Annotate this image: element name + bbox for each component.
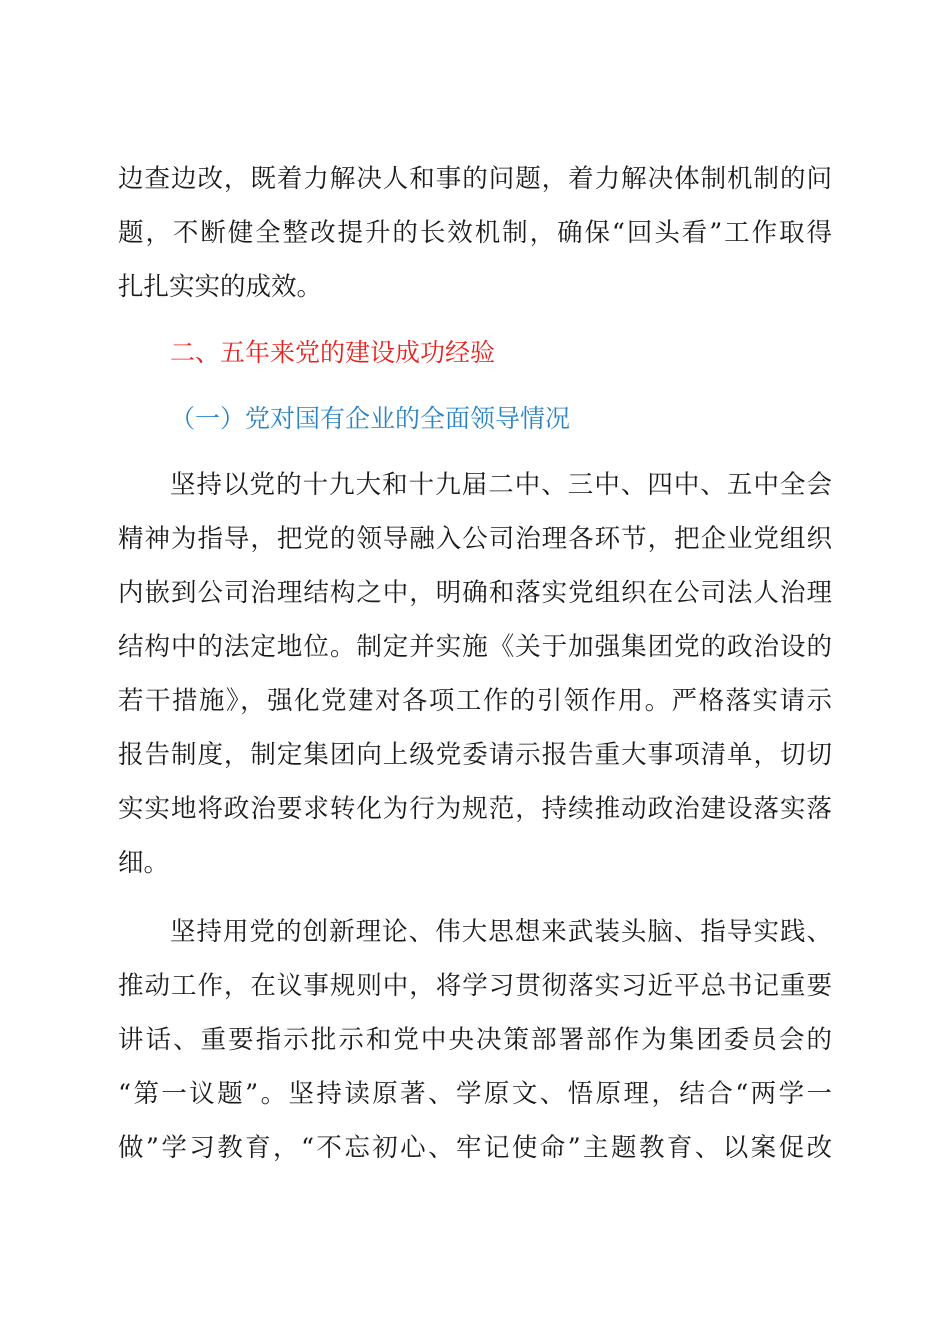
text-line: 讲话、重要指示批示和党中央决策部署部作为集团委员会的 <box>118 1025 832 1055</box>
text-line: 坚持用党的创新理论、伟大思想来武装头脑、指导实践、 <box>170 917 832 947</box>
text-line: 题，不断健全整改提升的长效机制，确保“回头看”工作取得 <box>118 218 832 248</box>
text-line: 实实地将政治要求转化为行为规范，持续推动政治建设落实落 <box>118 794 832 824</box>
paragraph-spacer <box>118 890 832 905</box>
text-line: 若干措施》，强化党建对各项工作的引领作用。严格落实请示 <box>118 686 832 716</box>
text-line: 结构中的法定地位。制定并实施《关于加强集团党的政治设的 <box>118 632 832 662</box>
intro-paragraph <box>118 152 832 314</box>
text-line: 边查边改，既着力解决人和事的问题，着力解决体制机制的问 <box>118 164 832 194</box>
subsection-heading: （一）党对国有企业的全面领导情况 <box>170 404 571 433</box>
text-line: 细。 <box>118 848 170 878</box>
text-line: 扎扎实实的成效。 <box>118 272 323 302</box>
text-line: 做”学习教育，“不忘初心、牢记使命”主题教育、以案促改 <box>118 1133 832 1163</box>
text-line: 精神为指导，把党的领导融入公司治理各环节，把企业党组织 <box>118 524 832 554</box>
paragraph-1 <box>118 458 832 890</box>
text-line: 坚持以党的十九大和十九届二中、三中、四中、五中全会 <box>170 470 832 500</box>
text-line: 内嵌到公司治理结构之中，明确和落实党组织在公司法人治理 <box>118 578 832 608</box>
document-page <box>118 152 832 1175</box>
section-heading: 二、五年来党的建设成功经验 <box>170 338 496 367</box>
text-line: 推动工作，在议事规则中，将学习贯彻落实习近平总书记重要 <box>118 971 832 1001</box>
paragraph-2 <box>118 905 832 1175</box>
text-line: “第一议题”。坚持读原著、学原文、悟原理，结合“两学一 <box>118 1079 832 1109</box>
text-line: 报告制度，制定集团向上级党委请示报告重大事项清单，切切 <box>118 740 832 770</box>
